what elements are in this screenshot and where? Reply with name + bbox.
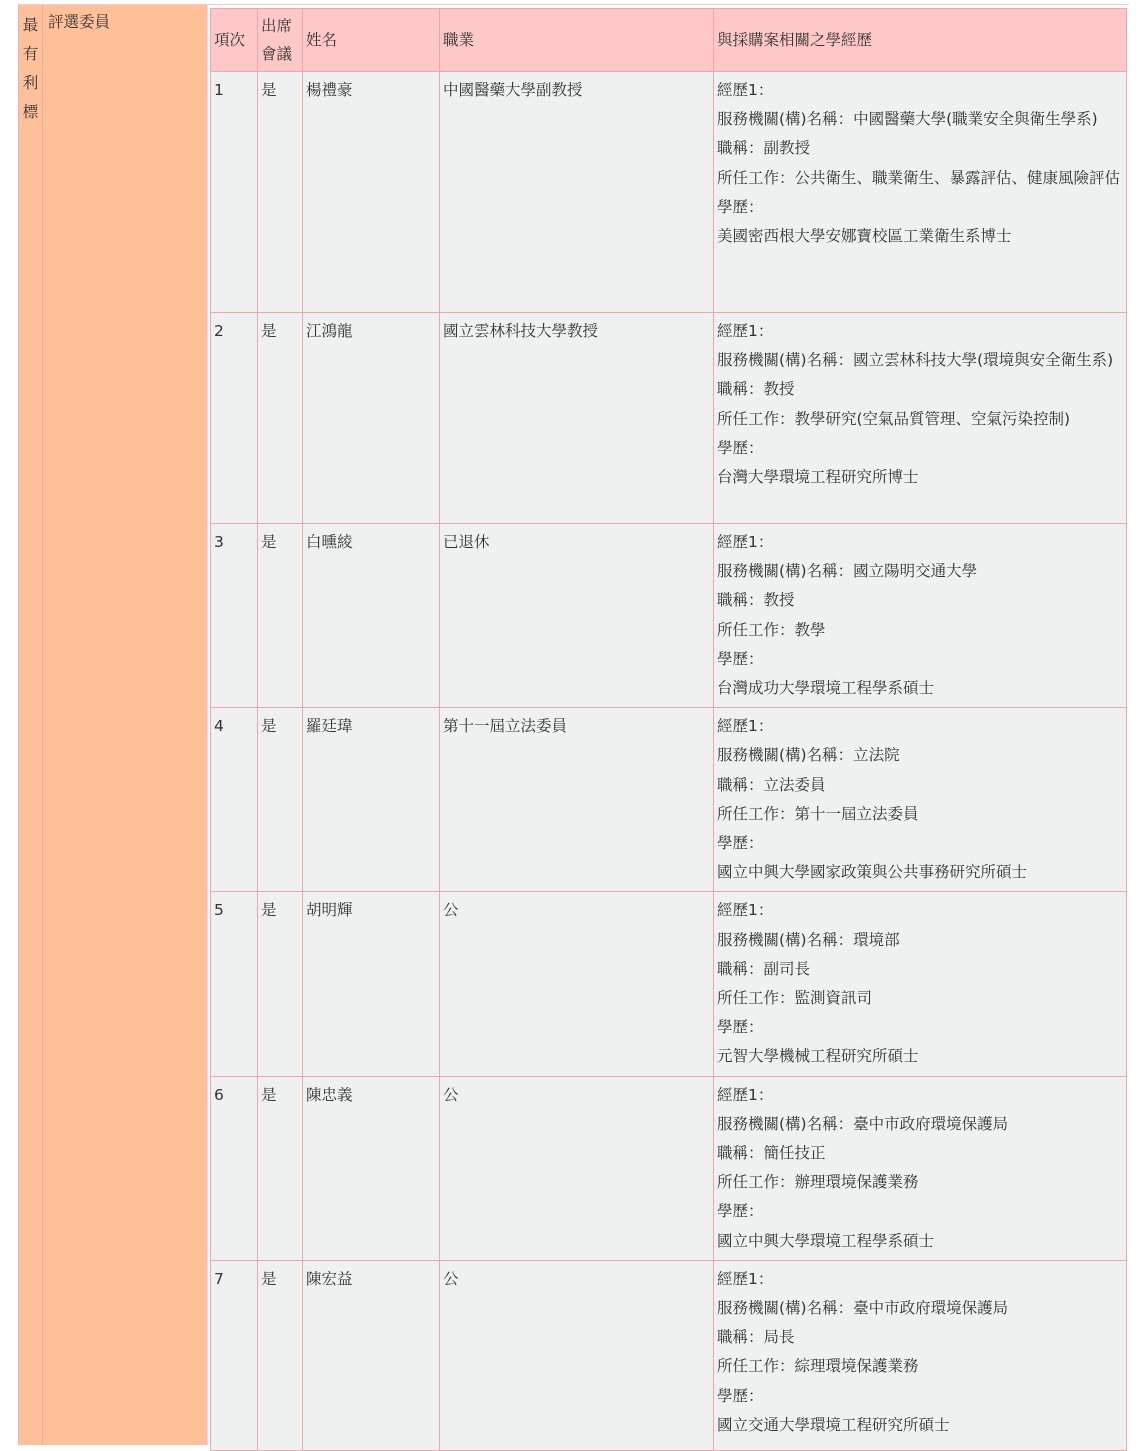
- procurement-record-section: [18, 4, 1129, 1445]
- table-row: [211, 1260, 1127, 1450]
- cell-index: 1: [211, 72, 258, 313]
- experience-duty: 所任工作：教學研究(空氣品質管理、空氣污染控制): [717, 409, 1071, 428]
- education-value: 台灣成功大學環境工程學系碩士: [717, 679, 935, 698]
- cell-attend: 是: [258, 892, 303, 1076]
- cell-attend: 是: [258, 708, 303, 892]
- cell-experience: [714, 313, 1127, 524]
- experience-heading: 經歷1：: [717, 1085, 774, 1104]
- header-index: 項次: [211, 9, 258, 72]
- education-label: 學歷：: [717, 834, 764, 853]
- header-occupation: 職業: [440, 9, 714, 72]
- experience-duty: 所任工作：綜理環境保護業務: [717, 1357, 919, 1376]
- experience-heading: 經歷1：: [717, 81, 774, 99]
- cell-attend: 是: [258, 524, 303, 708]
- cell-occupation: 已退休: [440, 524, 714, 708]
- education-value: 國立中興大學環境工程學系碩士: [717, 1231, 935, 1250]
- education-label: 學歷：: [717, 1202, 764, 1221]
- experience-title: 職稱：簡任技正: [717, 1144, 826, 1163]
- cell-experience: [714, 72, 1127, 313]
- education-label: 學歷：: [717, 438, 764, 457]
- table-row: [211, 708, 1127, 892]
- education-value: 國立交通大學環境工程研究所碩士: [717, 1415, 950, 1434]
- experience-org: 服務機關(構)名稱：環境部: [717, 930, 900, 949]
- education-value: 國立中興大學國家政策與公共事務研究所碩士: [717, 863, 1028, 882]
- cell-occupation: 國立雲林科技大學教授: [440, 313, 714, 524]
- cell-attend: 是: [258, 1260, 303, 1450]
- education-label: 學歷：: [717, 1386, 764, 1405]
- cell-index: 6: [211, 1076, 258, 1260]
- experience-duty: 所任工作：監測資訊司: [717, 989, 873, 1008]
- table-row: [211, 313, 1127, 524]
- cell-index: 5: [211, 892, 258, 1076]
- experience-title: 職稱：立法委員: [717, 775, 826, 794]
- experience-heading: 經歷1：: [717, 901, 774, 920]
- cell-index: 7: [211, 1260, 258, 1450]
- cell-experience: [714, 708, 1127, 892]
- education-value: 台灣大學環境工程研究所博士: [717, 468, 919, 487]
- cell-name: 胡明輝: [303, 892, 440, 1076]
- experience-title: 職稱：教授: [717, 380, 795, 399]
- experience-title: 職稱：副教授: [717, 139, 811, 158]
- experience-title: 職稱：副司長: [717, 959, 811, 978]
- experience-org: 服務機關(構)名稱：立法院: [717, 746, 900, 765]
- education-value: 美國密西根大學安娜寶校區工業衛生系博士: [717, 227, 1012, 246]
- award-method-char: 利: [22, 74, 39, 92]
- cell-name: 白曛綾: [303, 524, 440, 708]
- education-label: 學歷：: [717, 1018, 764, 1037]
- experience-org: 服務機關(構)名稱：中國醫藥大學(職業安全與衛生學系): [717, 110, 1098, 129]
- experience-heading: 經歷1：: [717, 533, 774, 551]
- table-row: [211, 892, 1127, 1076]
- experience-duty: 所任工作：教學: [717, 620, 826, 639]
- committee-table: [210, 8, 1127, 1451]
- cell-attend: 是: [258, 1076, 303, 1260]
- header-experience: 與採購案相關之學經歷: [714, 9, 1127, 72]
- committee-table-wrapper: [207, 5, 1129, 1445]
- cell-index: 4: [211, 708, 258, 892]
- cell-name: 江鴻龍: [303, 313, 440, 524]
- header-attend: 出席會議: [258, 9, 303, 72]
- cell-index: 2: [211, 313, 258, 524]
- experience-heading: 經歷1：: [717, 322, 774, 340]
- experience-duty: 所任工作：第十一屆立法委員: [717, 804, 919, 823]
- experience-heading: 經歷1：: [717, 1269, 774, 1288]
- table-header-row: [211, 9, 1127, 72]
- cell-experience: [714, 1260, 1127, 1450]
- cell-occupation: 中國醫藥大學副教授: [440, 72, 714, 313]
- experience-org: 服務機關(構)名稱：國立陽明交通大學: [717, 562, 978, 581]
- table-row: [211, 524, 1127, 708]
- cell-occupation: 公: [440, 1076, 714, 1260]
- cell-attend: 是: [258, 72, 303, 313]
- experience-duty: 所任工作：辦理環境保護業務: [717, 1173, 919, 1192]
- cell-occupation: 第十一屆立法委員: [440, 708, 714, 892]
- cell-name: 陳忠義: [303, 1076, 440, 1260]
- cell-occupation: 公: [440, 1260, 714, 1450]
- header-name: 姓名: [303, 9, 440, 72]
- experience-org: 服務機關(構)名稱：臺中市政府環境保護局: [717, 1114, 1009, 1133]
- award-method-char: 標: [22, 103, 39, 121]
- cell-name: 楊禮豪: [303, 72, 440, 313]
- cell-index: 3: [211, 524, 258, 708]
- education-label: 學歷：: [717, 649, 764, 668]
- education-value: 元智大學機械工程研究所碩士: [717, 1047, 919, 1066]
- experience-duty: 所任工作：公共衛生、職業衛生、暴露評估、健康風險評估: [717, 168, 1121, 187]
- award-method-char: 最: [22, 16, 39, 34]
- education-label: 學歷：: [717, 197, 764, 216]
- table-row: [211, 1076, 1127, 1260]
- section-title: 評選委員: [43, 5, 207, 1445]
- award-method-label: [19, 5, 43, 1445]
- experience-org: 服務機關(構)名稱：國立雲林科技大學(環境與安全衛生系): [717, 351, 1114, 370]
- award-method-char: 有: [22, 45, 39, 63]
- cell-experience: [714, 524, 1127, 708]
- experience-title: 職稱：局長: [717, 1328, 795, 1347]
- cell-name: 羅廷瑋: [303, 708, 440, 892]
- table-row: [211, 72, 1127, 313]
- experience-heading: 經歷1：: [717, 717, 774, 736]
- cell-experience: [714, 1076, 1127, 1260]
- experience-title: 職稱：教授: [717, 591, 795, 610]
- cell-attend: 是: [258, 313, 303, 524]
- cell-experience: [714, 892, 1127, 1076]
- experience-org: 服務機關(構)名稱：臺中市政府環境保護局: [717, 1299, 1009, 1318]
- cell-occupation: 公: [440, 892, 714, 1076]
- cell-name: 陳宏益: [303, 1260, 440, 1450]
